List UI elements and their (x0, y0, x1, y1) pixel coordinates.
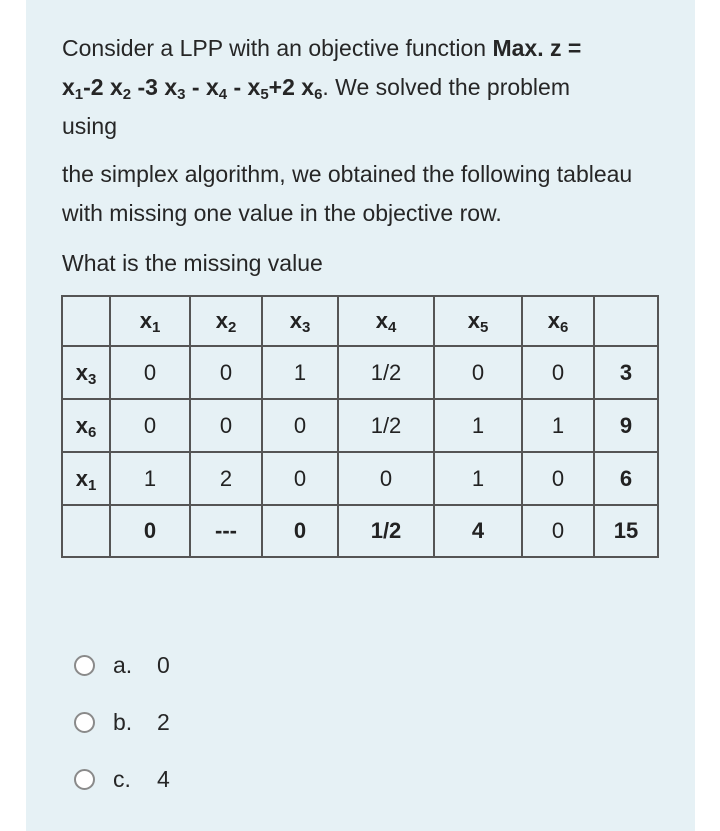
option-c[interactable] (74, 764, 170, 794)
objective-value-cell: 15 (594, 505, 658, 557)
rhs-cell: 3 (594, 346, 658, 399)
option-value: 4 (157, 765, 170, 792)
objective-function: $x_1-2$ $x_2$ -3 $x_3 - x_4 - x_5+2$ $x_6$ (62, 74, 323, 103)
objective-row-label (62, 505, 110, 557)
column-header: $x_3$ (262, 296, 338, 346)
table-cell: 1 (110, 452, 190, 505)
table-cell: 1 (262, 346, 338, 399)
table-cell: 1/2 (338, 399, 434, 452)
table-cell: 0 (110, 346, 190, 399)
question-line3: using (62, 113, 117, 139)
objective-label: Max. z = (492, 35, 582, 61)
table-cell: 1 (522, 399, 594, 452)
radio-button[interactable] (74, 712, 95, 733)
table-cell: 0 (338, 452, 434, 505)
table-cell: 0 (522, 346, 594, 399)
table-row (62, 346, 658, 399)
option-value: 2 (157, 708, 170, 735)
column-header: $x_4$ (338, 296, 434, 346)
corner-cell (62, 296, 110, 346)
option-letter: b. (113, 708, 133, 735)
table-cell: 0 (262, 399, 338, 452)
radio-button[interactable] (74, 769, 95, 790)
question-text (62, 29, 662, 146)
objective-cell: 0 (262, 505, 338, 557)
objective-cell: 4 (434, 505, 522, 557)
table-cell: 1/2 (338, 346, 434, 399)
missing-value-cell: --- (190, 505, 262, 557)
objective-cell: 0 (522, 505, 594, 557)
basis-cell: $x_1$ (62, 452, 110, 505)
column-header: $x_6$ (522, 296, 594, 346)
objective-row (62, 505, 658, 557)
table-row (62, 399, 658, 452)
rhs-cell: 9 (594, 399, 658, 452)
column-header: $x_2$ (190, 296, 262, 346)
basis-cell: $x_3$ (62, 346, 110, 399)
table-cell: 0 (522, 452, 594, 505)
table-cell: 0 (190, 399, 262, 452)
table-cell: 0 (110, 399, 190, 452)
table-cell: 0 (262, 452, 338, 505)
objective-cell: 0 (110, 505, 190, 557)
table-row (62, 452, 658, 505)
column-header: $x_1$ (110, 296, 190, 346)
question-prefix: Consider a LPP with an objective function (62, 35, 493, 61)
option-letter: c. (113, 765, 131, 792)
question-suffix: . We solved the problem (322, 74, 570, 100)
rhs-header-cell (594, 296, 658, 346)
simplex-tableau (61, 295, 659, 558)
rhs-cell: 6 (594, 452, 658, 505)
column-header: $x_5$ (434, 296, 522, 346)
table-cell: 1 (434, 399, 522, 452)
basis-cell: $x_6$ (62, 399, 110, 452)
question-text-2: the simplex algorithm, we obtained the following tableau with missing one value in the objective row. (62, 161, 633, 226)
table-cell: 2 (190, 452, 262, 505)
option-b[interactable] (74, 707, 170, 737)
table-cell: 1 (434, 452, 522, 505)
option-letter: a. (113, 651, 133, 678)
objective-cell: 1/2 (338, 505, 434, 557)
option-value: 0 (157, 651, 170, 678)
option-a[interactable] (74, 650, 170, 680)
table-header-row (62, 296, 658, 346)
table-cell: 0 (434, 346, 522, 399)
question-prompt: What is the missing value (62, 250, 323, 276)
table-cell: 0 (190, 346, 262, 399)
radio-button[interactable] (74, 655, 95, 676)
